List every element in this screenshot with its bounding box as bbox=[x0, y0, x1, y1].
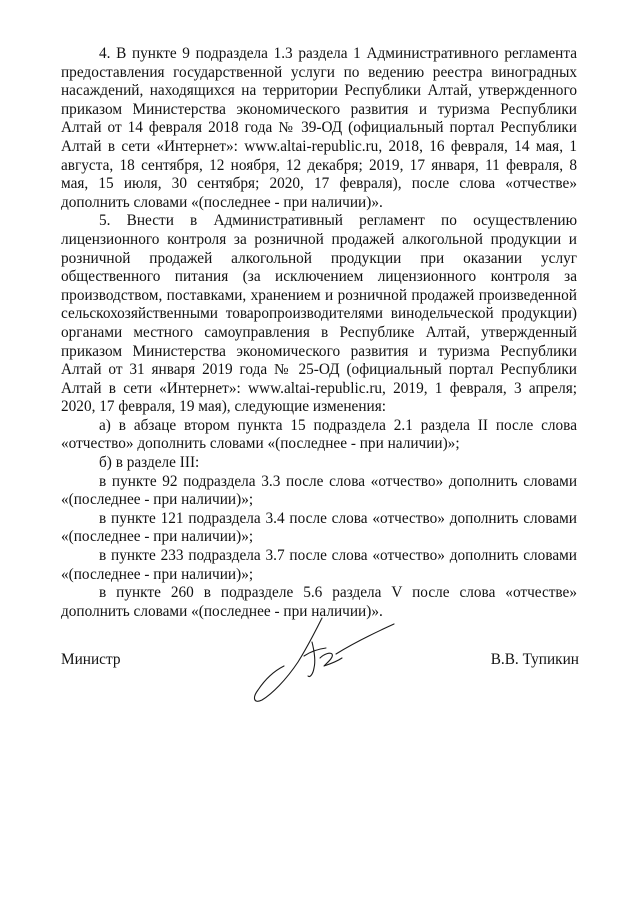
document-body bbox=[61, 45, 577, 621]
paragraph-item-4: 4. В пункте 9 подраздела 1.3 раздела 1 Административного регламента предоставления государственной услуги по ведению реестра виноградных насаждений, находящихся на территории Республики Алтай, утвержденного приказом Министерства экономического развития и туризма Республики Алтай от 14 февраля 2018 года № 39-ОД (официальный портал Республики Алтай в сети «Интернет»: www.altai-republic.ru, 2018, 16 февраля, 14 мая, 1 августа, 18 сентября, 12 ноября, 12 декабря; 2019, 17 января, 11 февраля, 8 мая, 15 июля, 30 сентября; 2020, 17 февраля), после слова «отчестве» дополнить словами «(последнее - при наличии)». bbox=[61, 45, 577, 211]
change-point-92: в пункте 92 подраздела 3.3 после слова «отчество» дополнить словами «(последнее - при наличии)»; bbox=[61, 472, 577, 509]
subitem-b: б) в разделе III: bbox=[99, 454, 200, 472]
signatory-position: Министр bbox=[61, 651, 121, 668]
handwritten-signature-icon bbox=[246, 612, 402, 708]
signatory-name: В.В. Тупикин bbox=[490, 651, 579, 668]
paragraph-item-5: 5. Внести в Административный регламент по осуществлению лицензионного контроля за розничной продажей алкогольной продукции и розничной продажей алкогольной продукции при оказании услуг общественного питания (за исключением лицензионного контроля за производством, поставками, хранением и розничной продажей произведенной сельскохозяйственными товаропроизводителями винодельческой продукции) органами местного самоуправления в Республике Алтай, утвержденный приказом Министерства экономического развития и туризма Республики Алтай от 31 января 2019 года № 25-ОД (официальный портал Республики Алтай в сети «Интернет»: www.altai-republic.ru, 2019, 1 февраля, 3 апреля; 2020, 17 февраля, 19 мая), следующие изменения: bbox=[61, 212, 577, 416]
change-point-233: в пункте 233 подраздела 3.7 после слова «отчество» дополнить словами «(последнее - при наличии)»; bbox=[61, 547, 577, 583]
change-point-121: в пункте 121 подраздела 3.4 после слова «отчество» дополнить словами «(последнее - при наличии)»; bbox=[61, 509, 577, 546]
change-point-260: в пункте 260 в подразделе 5.6 раздела V после слова «отчестве» дополнить словами «(последнее - при наличии)». bbox=[61, 584, 577, 620]
subitem-a: а) в абзаце втором пункта 15 подраздела 2.1 раздела II после слова «отчество» дополнить словами «(последнее - при наличии)»; bbox=[61, 416, 577, 453]
